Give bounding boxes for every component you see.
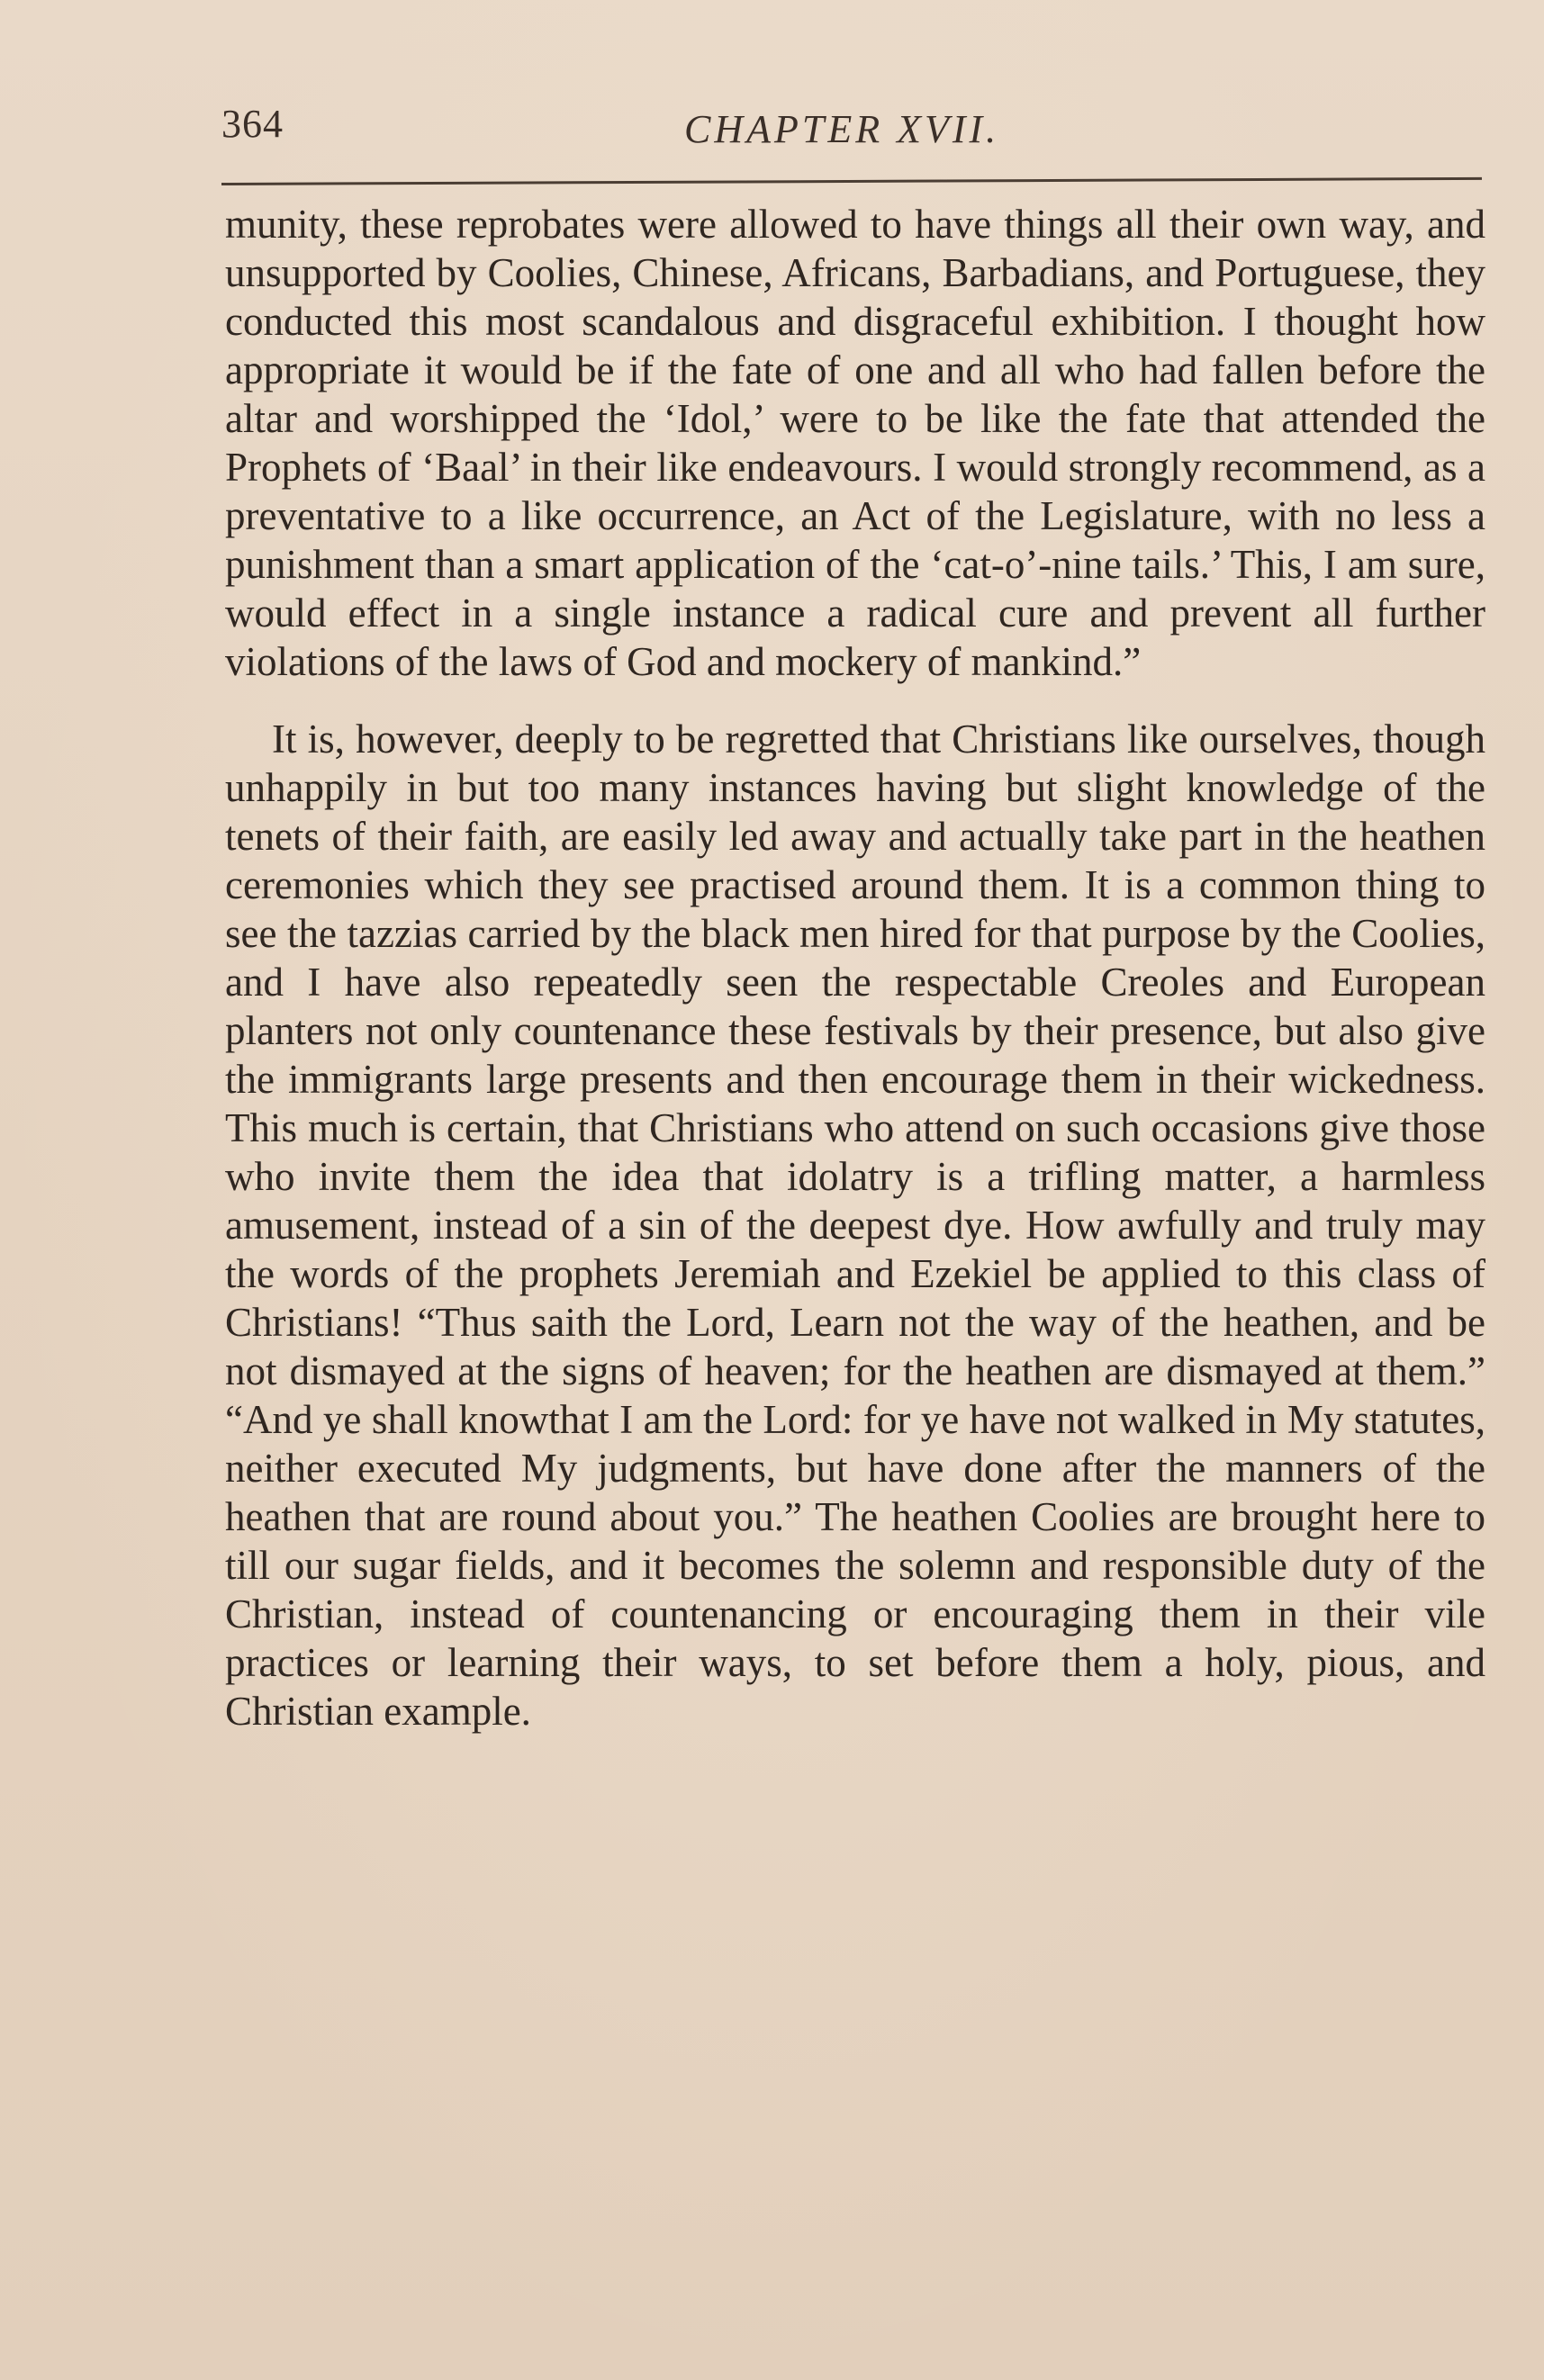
header-rule (221, 177, 1482, 185)
paragraph-1: munity, these reprobates were allowed to have things all their own way, and unsupported by Coolies, Chinese, Africans, Barbadians, and Portuguese, they conducted this most scandalous and disgraceful exhibition. I thought how appropriate it would be if the fate of one and all who had fallen before the altar and worshipped the ‘Idol,’ were to be like the fate that attended the Prophets of ‘Baal’ in their like endeavours. I would strongly recommend, as a preventative to a like occurrence, an Act of the Legislature, with no less a punishment than a smart application of the ‘cat-o’-nine tails.’ This, I am sure, would effect in a single instance a radical cure and prevent all further violations of the laws of God and mockery of mankind.” (225, 202, 1485, 684)
page-number: 364 (221, 102, 284, 146)
body-text (225, 200, 1485, 1735)
paragraph-2: It is, however, deeply to be regretted that Christians like ourselves, though unhappily in but too many instances having but slight knowledge of the tenets of their faith, are easily led away and actually take part in the heathen ceremonies which they see practised around them. It is a common thing to see the tazzias carried by the black men hired for that purpose by the Coolies, and I have also repeatedly seen the respectable Creoles and European planters not only countenance these festivals by their presence, but also give the immigrants large presents and then encourage them in their wickedness. This much is certain, that Christians who attend on such occasions give those who invite them the idea that idolatry is a trifling matter, a harmless amusement, instead of a sin of the deepest dye. How awfully and truly may the words of the prophets Jeremiah and Ezekiel be applied to this class of Christians! “Thus saith the Lord, Learn not the way of the heathen, and be not dismayed at the signs of heaven; for the heathen are dismayed at them.” “And ye shall knowthat I am the Lord: for ye have not walked in My statutes, neither executed My judgments, but have done after the manners of the heathen that are round about you.” The heathen Coolies are brought here to till our sugar fields, and it becomes the solemn and responsible duty of the Christian, instead of countenancing or encouraging them in their vile practices or learning their ways, to set before them a holy, pious, and Christian example. (225, 717, 1485, 1734)
running-header (221, 101, 1482, 164)
chapter-title: CHAPTER XVII. (684, 107, 1000, 151)
